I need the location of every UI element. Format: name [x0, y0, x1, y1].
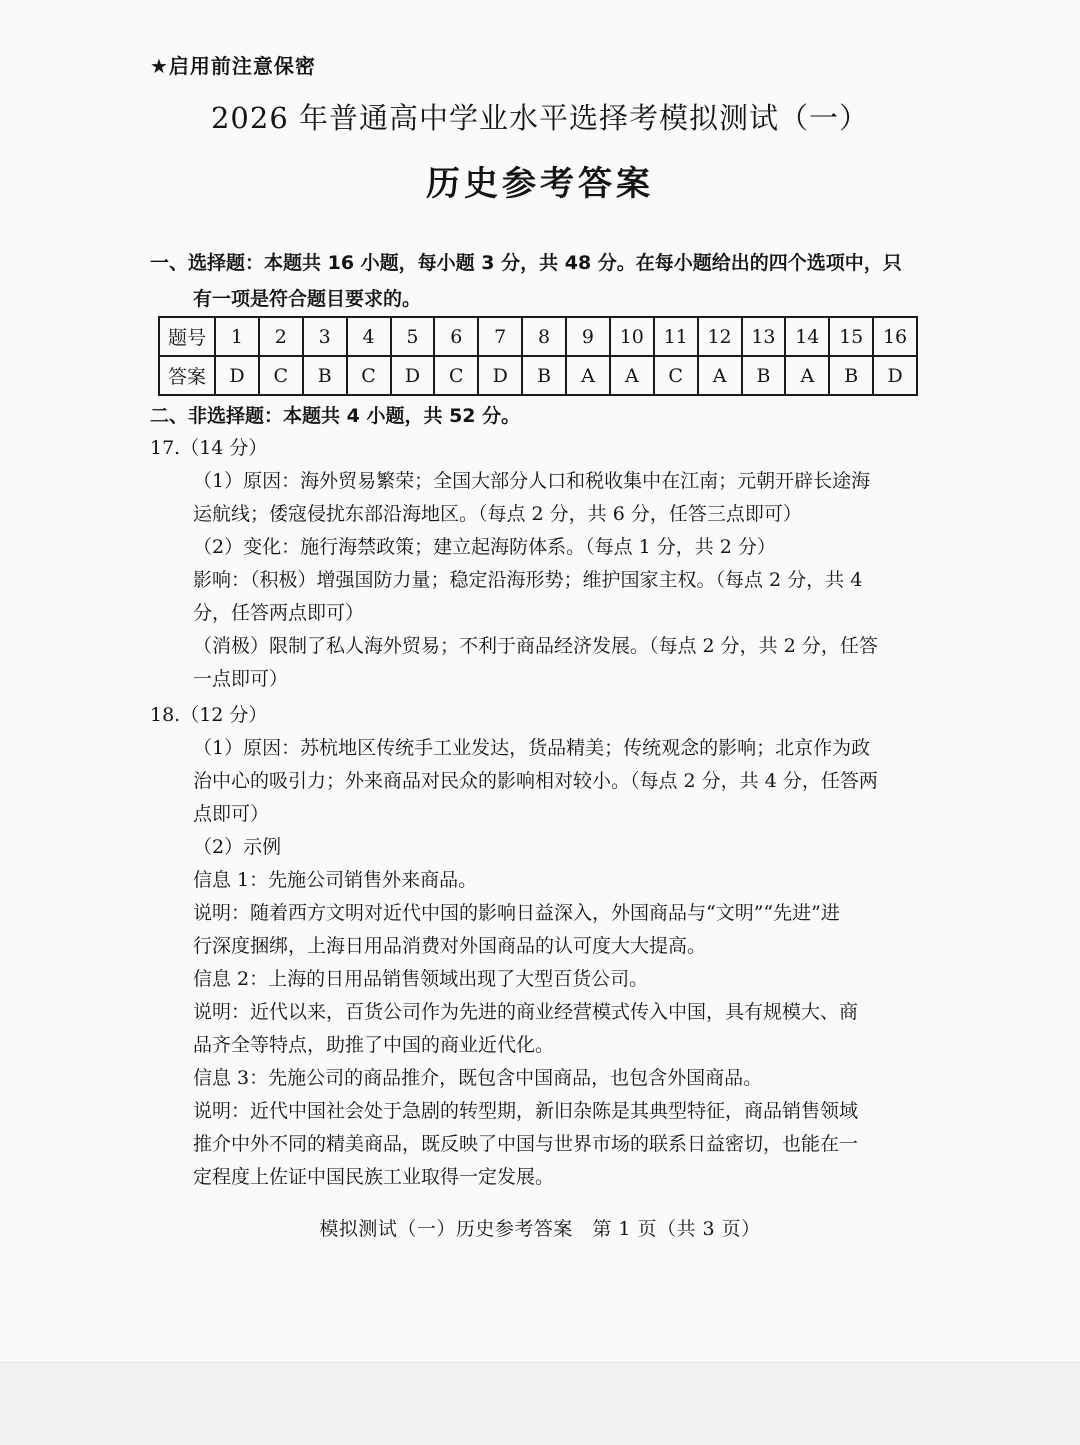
question-number-cell: 7: [478, 317, 522, 356]
answer-line: 运航线；倭寇侵扰东部沿海地区。（每点 2 分，共 6 分，任答三点即可）: [193, 503, 802, 525]
question-17-answer: [193, 465, 925, 696]
section-one-heading-line: 一、选择题：本题共 16 小题，每小题 3 分，共 48 分。在每小题给出的四个选项中，只: [150, 252, 902, 274]
question-number-cell: 3: [303, 317, 347, 356]
question-number-cell: 11: [654, 317, 698, 356]
row-label-answer: 答案: [159, 356, 215, 395]
question-number-cell: 5: [391, 317, 435, 356]
answer-cell: D: [391, 356, 435, 395]
section-one-heading: [150, 245, 925, 317]
answer-line: 说明：近代以来，百货公司作为先进的商业经营模式传入中国，具有规模大、商: [193, 1001, 859, 1023]
answer-cell: C: [259, 356, 303, 395]
answer-line: （消极）限制了私人海外贸易；不利于商品经济发展。（每点 2 分，共 2 分，任答: [193, 635, 878, 657]
answer-line: 品齐全等特点，助推了中国的商业近代化。: [193, 1034, 555, 1056]
answer-cell: D: [873, 356, 917, 395]
answer-cell: D: [478, 356, 522, 395]
question-number-cell: 1: [215, 317, 259, 356]
answer-cell: D: [215, 356, 259, 395]
answer-line: （2）变化：施行海禁政策；建立起海防体系。（每点 1 分，共 2 分）: [193, 536, 776, 558]
answer-line: 点即可）: [193, 803, 270, 825]
row-label-question: 题号: [159, 317, 215, 356]
answer-line: 一点即可）: [193, 668, 289, 690]
question-number-cell: 2: [259, 317, 303, 356]
answer-line: （1）原因：苏杭地区传统手工业发达，货品精美；传统观念的影响；北京作为政: [193, 737, 871, 759]
document-title: 历史参考答案: [426, 164, 654, 204]
answer-cell: B: [742, 356, 786, 395]
question-18-answer: [193, 732, 925, 1194]
question-number-cell: 10: [610, 317, 654, 356]
question-number-cell: 15: [829, 317, 873, 356]
confidential-label: ★启用前注意保密: [150, 54, 316, 78]
question-number-cell: 14: [785, 317, 829, 356]
answer-cell: C: [654, 356, 698, 395]
exam-title: 2026 年普通高中学业水平选择考模拟测试（一）: [210, 101, 870, 135]
answer-cell: B: [522, 356, 566, 395]
answer-line: 行深度捆绑，上海日用品消费对外国商品的认可度大大提高。: [193, 935, 707, 957]
question-number-cell: 9: [566, 317, 610, 356]
answer-line: 推介中外不同的精美商品，既反映了中国与世界市场的联系日益密切，也能在一: [193, 1133, 859, 1155]
answer-line: 影响：（积极）增强国防力量；稳定沿海形势；维护国家主权。（每点 2 分，共 4: [193, 569, 863, 591]
answer-cell: B: [829, 356, 873, 395]
answer-key-table: [158, 316, 918, 396]
answer-line: 信息 2：上海的日用品销售领域出现了大型百货公司。: [193, 968, 649, 990]
question-number-cell: 12: [698, 317, 742, 356]
answer-line: 定程度上佐证中国民族工业取得一定发展。: [193, 1166, 555, 1188]
section-two-heading: 二、非选择题：本题共 4 小题，共 52 分。: [150, 405, 521, 427]
answer-cell: A: [610, 356, 654, 395]
answer-cell: B: [303, 356, 347, 395]
answer-line: （2）示例: [193, 836, 282, 858]
scan-margin: [0, 1362, 1080, 1445]
question-18-number: 18.（12 分）: [150, 704, 268, 726]
question-number-cell: 4: [347, 317, 391, 356]
answer-line: 信息 1：先施公司销售外来商品。: [193, 869, 478, 891]
question-17-number: 17.（14 分）: [150, 437, 268, 459]
answer-line: 说明：近代中国社会处于急剧的转型期，新旧杂陈是其典型特征，商品销售领域: [193, 1100, 859, 1122]
question-number-cell: 6: [434, 317, 478, 356]
page-footer: 模拟测试（一）历史参考答案 第 1 页（共 3 页）: [319, 1218, 761, 1240]
answer-cell: C: [434, 356, 478, 395]
answer-line: 治中心的吸引力；外来商品对民众的影响相对较小。（每点 2 分，共 4 分，任答两: [193, 770, 878, 792]
answer-cell: A: [698, 356, 742, 395]
section-one-heading-line: 有一项是符合题目要求的。: [193, 288, 422, 310]
question-number-row: [159, 317, 917, 356]
answer-line: 信息 3：先施公司的商品推介，既包含中国商品，也包含外国商品。: [193, 1067, 763, 1089]
answer-line: 说明：随着西方文明对近代中国的影响日益深入，外国商品与“文明”“先进”进: [193, 902, 840, 924]
question-number-cell: 8: [522, 317, 566, 356]
answer-cell: C: [347, 356, 391, 395]
answer-cell: A: [566, 356, 610, 395]
question-number-cell: 13: [742, 317, 786, 356]
answer-line: （1）原因：海外贸易繁荣；全国大部分人口和税收集中在江南；元朝开辟长途海: [193, 470, 871, 492]
answer-row: [159, 356, 917, 395]
answer-line: 分，任答两点即可）: [193, 602, 365, 624]
question-number-cell: 16: [873, 317, 917, 356]
answer-cell: A: [785, 356, 829, 395]
